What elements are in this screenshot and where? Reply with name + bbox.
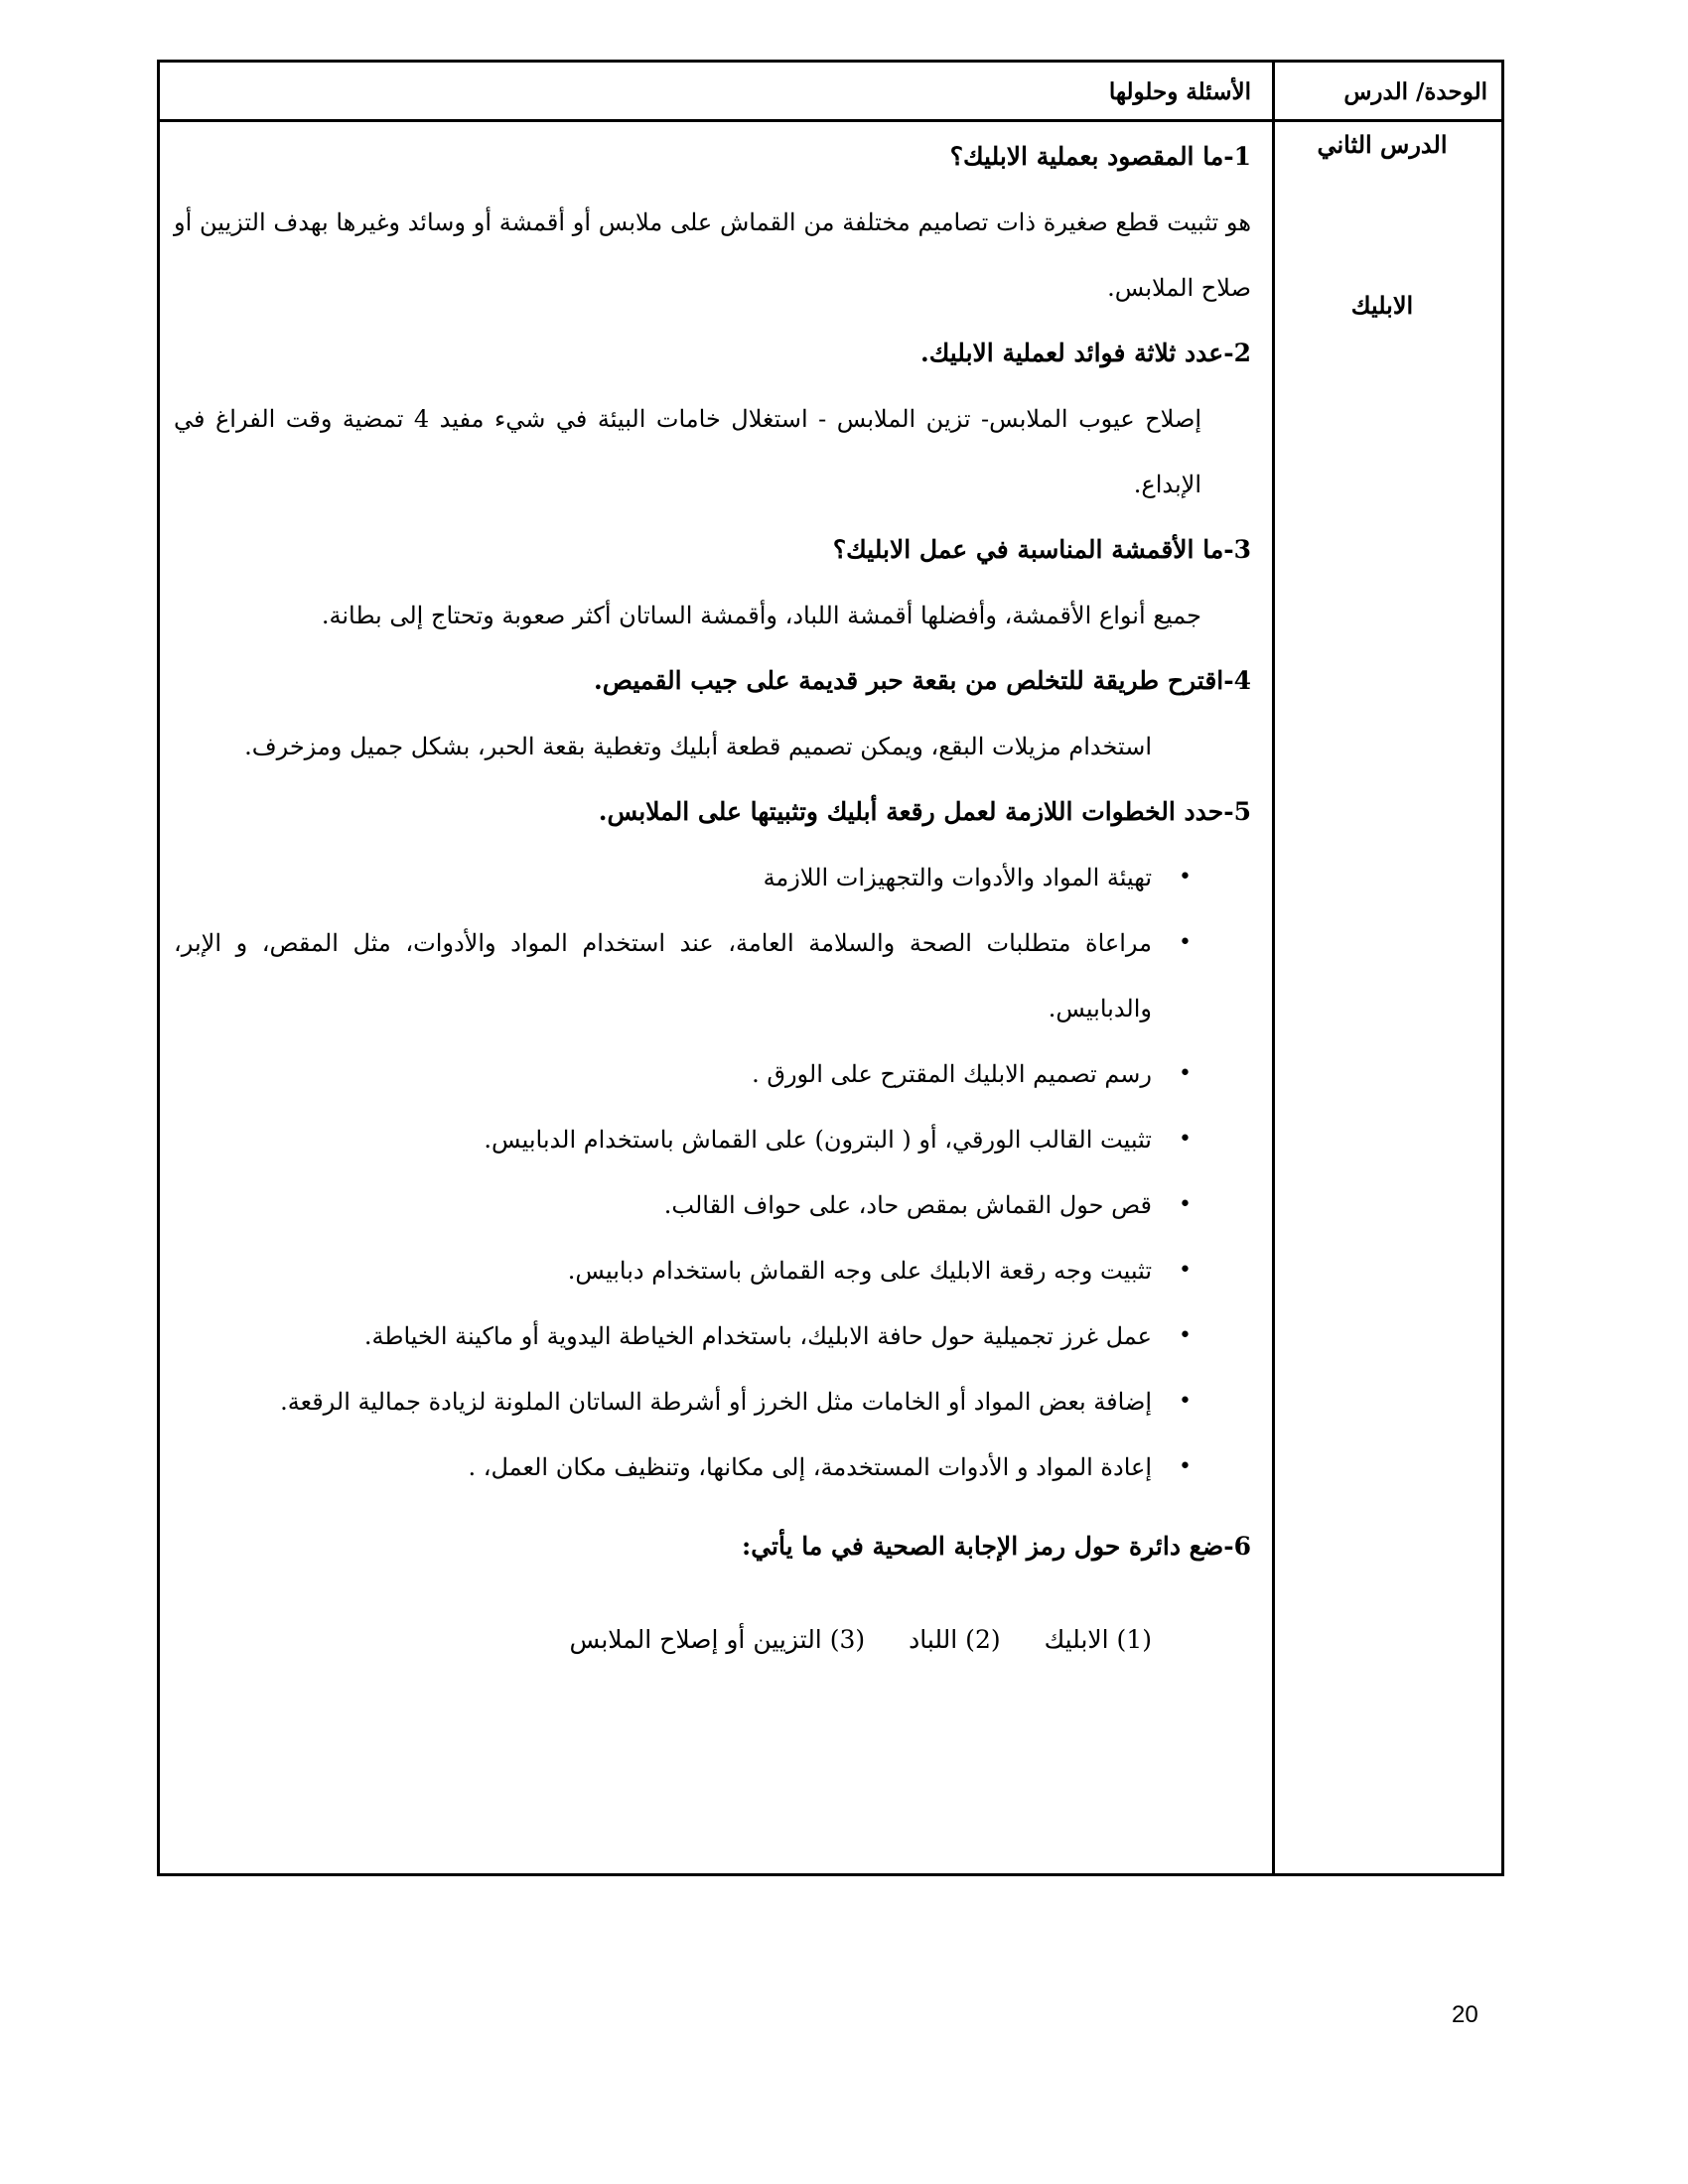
question-1: 1-ما المقصود بعملية الابليك؟ [949,142,1251,171]
bullet-icon: • [1179,1323,1192,1348]
list-item: • تثبيت القالب الورقي، أو ( البترون) على القماش باستخدام الدبابيس. [174,1107,1251,1172]
lesson-table [157,60,1504,1876]
questions-content [174,124,1251,1673]
bullet-icon: • [1179,1389,1192,1414]
list-item: • تثبيت وجه رقعة الابليك على وجه القماش باستخدام دبابيس. [174,1238,1251,1303]
question-2: 2-عدد ثلاثة فوائد لعملية الابليك. [919,339,1251,367]
question-3: 3-ما الأقمشة المناسبة في عمل الابليك؟ [832,535,1251,564]
header-unit-lesson: الوحدة/ الدرس [1343,78,1487,105]
question-6: 6-ضع دائرة حول رمز الإجابة الصحية في ما يأتي: [741,1532,1251,1561]
multiple-choice-options [174,1607,1251,1673]
list-item: • إعادة المواد و الأدوات المستخدمة، إلى مكانها، وتنظيف مكان العمل، . [174,1434,1251,1500]
option-1: (1) الابليك [1044,1625,1152,1654]
header-divider [160,119,1501,122]
answer-1: هو تثبيت قطع صغيرة ذات تصاميم مختلفة من القماش على ملابس أو أقمشة أو وسائد وغيرها بهدف التزيين أو صلاح الملابس. [174,208,1251,302]
answer-2: إصلاح عيوب الملابس- تزين الملابس - استغلال خامات البيئة في شيء مفيد 4 تمضية وقت الفراغ في الإبداع. [174,405,1201,498]
bullet-icon: • [1179,1258,1192,1283]
bullet-icon: • [1179,1127,1192,1152]
header-questions-answers: الأسئلة وحلولها [1108,78,1251,105]
column-divider [1272,63,1275,1873]
lesson-number: الدرس الثاني [1317,130,1448,159]
steps-list [174,845,1251,1500]
lesson-name: الابليك [1350,291,1414,320]
option-2: (2) اللباد [909,1625,1001,1654]
page-number: 20 [1452,2001,1478,2028]
bullet-icon: • [1179,865,1192,889]
option-3: (3) التزيين أو إصلاح الملابس [569,1625,866,1654]
question-4: 4-اقترح طريقة للتخلص من بقعة حبر قديمة على جيب القميص. [594,666,1251,695]
answer-3: جميع أنواع الأقمشة، وأفضلها أقمشة اللباد، وأقمشة الساتان أكثر صعوبة وتحتاج إلى بطانة. [321,602,1201,629]
list-item: • رسم تصميم الابليك المقترح على الورق . [174,1041,1251,1107]
bullet-icon: • [1179,1061,1192,1086]
bullet-icon: • [1179,930,1192,955]
list-item: • تهيئة المواد والأدوات والتجهيزات اللازمة [174,845,1251,910]
question-5: 5-حدد الخطوات اللازمة لعمل رقعة أبليك وتثبيتها على الملابس. [598,797,1251,826]
list-item: • مراعاة متطلبات الصحة والسلامة العامة، عند استخدام المواد والأدوات، مثل المقص، و الإبر، والدبابيس. [174,910,1251,1041]
bullet-icon: • [1179,1454,1192,1479]
bullet-icon: • [1179,1192,1192,1217]
list-item: • عمل غرز تجميلية حول حافة الابليك، باستخدام الخياطة اليدوية أو ماكينة الخياطة. [174,1303,1251,1369]
answer-4: استخدام مزيلات البقع، ويمكن تصميم قطعة أبليك وتغطية بقعة الحبر، بشكل جميل ومزخرف. [244,733,1152,760]
list-item: • إضافة بعض المواد أو الخامات مثل الخرز أو أشرطة الساتان الملونة لزيادة جمالية الرقعة. [174,1369,1251,1434]
list-item: • قص حول القماش بمقص حاد، على حواف القالب. [174,1172,1251,1238]
